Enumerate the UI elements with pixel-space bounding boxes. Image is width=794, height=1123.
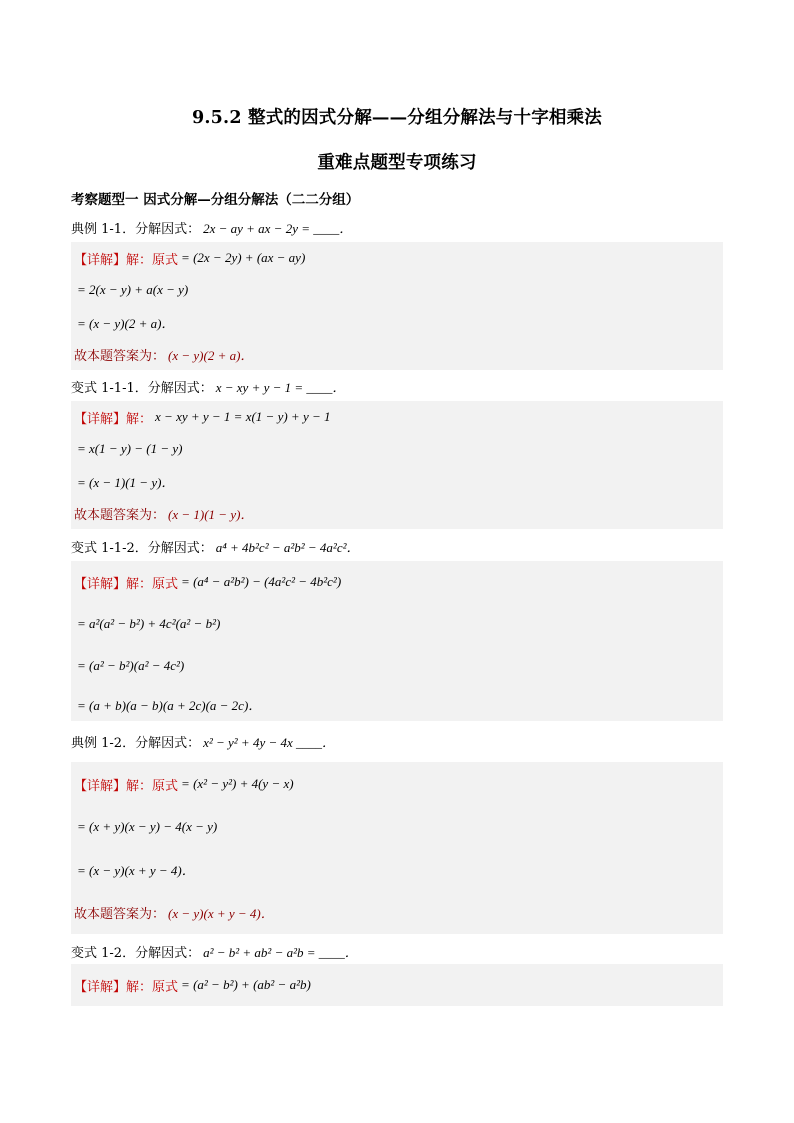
detail-tag: 【详解】 [74,979,127,995]
solution-2-line-2: = x(1 − y) − (1 − y) [77,441,183,456]
question-2-label: 变式 1-1-1．分解因式： [71,381,213,396]
question-4-label: 典例 1-2．分解因式： [71,736,201,751]
solution-4 [71,762,723,934]
section-heading: 考察题型一 因式分解—分组分解法（二二分组） [71,192,360,208]
solution-1-answer: 故本题答案为： (x − y)(2 + a)． [74,347,254,364]
solution-4-line-3: = (x − y)(x + y − 4)． [77,862,195,878]
solution-3-line-4: = (a + b)(a − b)(a + 2c)(a − 2c)． [77,697,262,713]
question-5-expression: a² − b² + ab² − a²b = ____． [203,945,358,960]
solution-2-line-3: = (x − 1)(1 − y)． [77,474,175,490]
solution-2-line-1: 【详解】 解： x − xy + y − 1 = x(1 − y) + y − 1 [74,409,331,427]
solution-3-line-3: = (a² − b²)(a² − 4c²) [77,658,185,673]
question-1-label: 典例 1-1．分解因式： [71,222,201,237]
solution-1 [71,242,723,370]
solution-1-line-3: = (x − y)(2 + a)． [77,315,175,331]
detail-tag: 【详解】 [74,576,127,592]
question-3-expression: a⁴ + 4b²c² − a²b² − 4a²c²． [215,540,360,555]
solution-2 [71,401,723,529]
solution-4-answer: 故本题答案为： (x − y)(x + y − 4)． [74,905,274,922]
solution-1-line-2: = 2(x − y) + a(x − y) [77,282,189,297]
solution-5-line-1: 【详解】 解： 原式 = (a² − b²) + (ab² − a²b) [74,977,311,995]
question-3-label: 变式 1-1-2．分解因式： [71,541,213,556]
solution-4-line-2: = (x + y)(x − y) − 4(x − y) [77,819,218,834]
solution-3-line-1: 【详解】 解： 原式 = (a⁴ − a²b²) − (4a²c² − 4b²c²) [74,574,342,592]
solution-4-line-1: 【详解】 解： 原式 = (x² − y²) + 4(y − x) [74,776,294,794]
question-4-expression: x² − y² + 4y − 4x ____． [203,735,336,750]
solution-3-line-2: = a²(a² − b²) + 4c²(a² − b²) [77,616,221,631]
question-1-expression: 2x − ay + ax − 2y = ____． [203,221,353,236]
question-1 [71,218,352,237]
question-2 [71,377,345,396]
detail-tag: 【详解】 [74,411,127,427]
question-3 [71,537,360,556]
question-5 [71,942,358,961]
solution-2-answer: 故本题答案为： (x − 1)(1 − y)． [74,506,254,523]
detail-tag: 【详解】 [74,252,127,268]
detail-tag: 【详解】 [74,778,127,794]
page-subtitle: 重难点题型专项练习 [317,153,477,173]
solution-1-line-1: 【详解】 解： 原式 = (2x − 2y) + (ax − ay) [74,250,306,268]
solution-3 [71,561,723,721]
question-2-expression: x − xy + y − 1 = ____． [215,380,346,395]
solution-5 [71,964,723,1006]
page-title: 9.5.2 整式的因式分解——分组分解法与十字相乘法 [191,108,602,128]
question-4 [71,732,335,751]
question-5-label: 变式 1-2．分解因式： [71,946,201,961]
